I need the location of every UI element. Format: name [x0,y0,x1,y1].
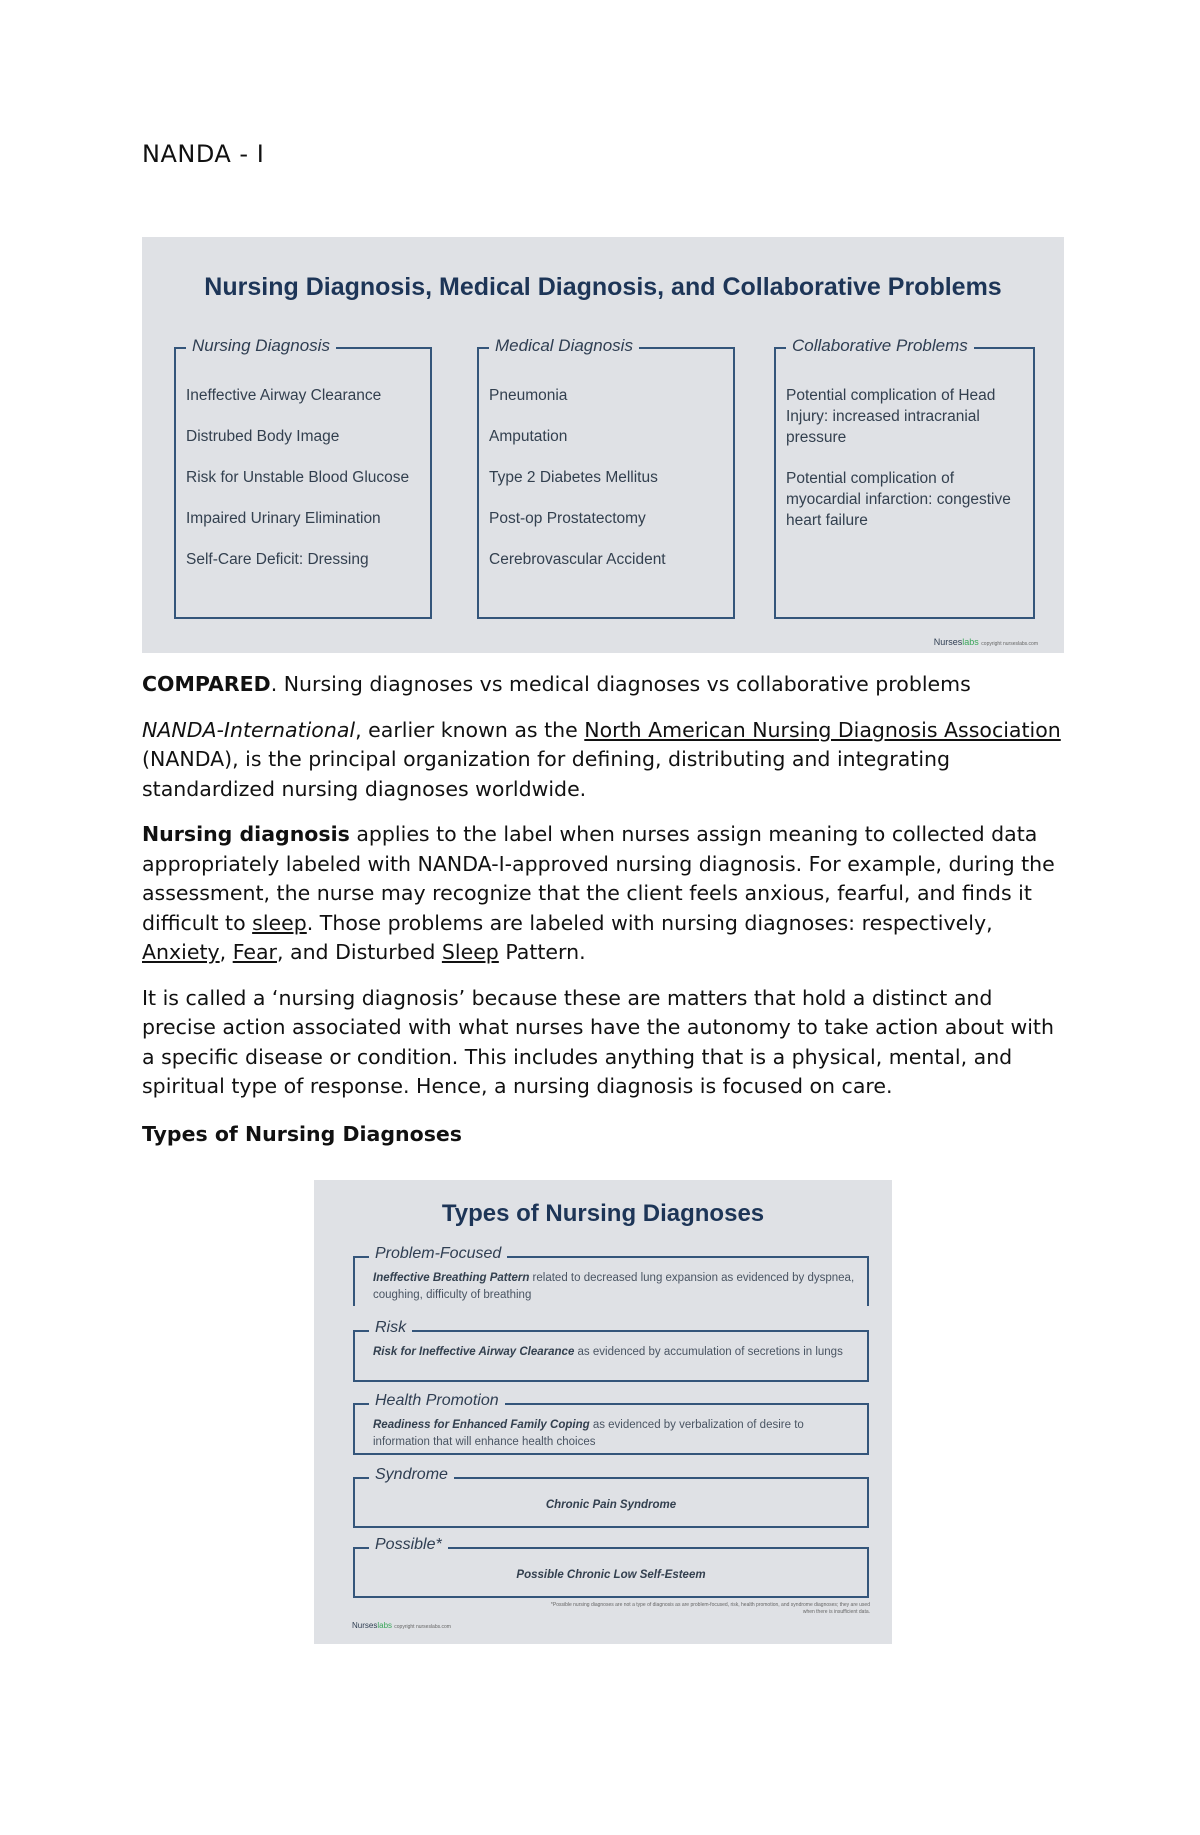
type-box-risk: Risk Risk for Ineffective Airway Clearance as evidenced by accumulation of secretions in lungs [353,1330,869,1382]
types-figure [314,1180,892,1644]
nanda-link[interactable]: North American Nursing Diagnosis Association [584,717,1061,742]
type-box-possible: Possible* Possible Chronic Low Self-Esteem [353,1547,869,1598]
list-item: Self-Care Deficit: Dressing [186,551,369,568]
section-heading: Types of Nursing Diagnoses [142,1122,463,1146]
type-box-health-promotion: Health Promotion Readiness for Enhanced Family Coping as evidenced by verbalization of desire to information that will enhance health choices [353,1403,869,1455]
list-item: Impaired Urinary Elimination [186,510,381,527]
paragraph-nanda: NANDA-International, earlier known as the North American Nursing Diagnosis Association (NANDA), is the principal organization for defining, distributing and integrating standardized nursing diagnoses worldwide. [142,717,1061,801]
sleep-link[interactable]: sleep [252,910,307,935]
list-item: Post-op Prostatectomy [489,510,646,527]
list-item: Cerebrovascular Accident [489,551,666,568]
collaborative-problems-box [774,336,1035,619]
list-item: Amputation [489,428,568,445]
nurseslabs-logo: Nurseslabs copyright nurseslabs.com [933,637,1038,647]
list-item: Risk for Unstable Blood Glucose [186,469,410,486]
anxiety-link[interactable]: Anxiety [142,940,220,964]
list-item: Pneumonia [489,387,568,404]
types-figure-title: Types of Nursing Diagnoses [441,1200,765,1227]
list-item: Potential complication of myocardial infarction: congestive heart failure [786,470,1011,529]
list-item: Ineffective Airway Clearance [186,387,382,404]
paragraph-nursing-diagnosis: Nursing diagnosis applies to the label when nurses assign meaning to collected data appropriately labeled with NANDA-I-approved nursing diagnosis. For example, during the assessment, the nurse may recognize that the client feels anxious, fearful, and finds it difficult to sleep. Those problems are labeled with nursing diagnoses: respectively, Anxiety, Fear, and Disturbed Sleep Pattern. [142,822,1055,964]
collaborative-problems-label: Collaborative Problems [786,336,974,356]
list-item: Distrubed Body Image [186,428,340,445]
types-footnote: *Possible nursing diagnoses are not a type of diagnosis as are problem-focused, risk, health promotion, and syndrome diagnoses; they are used when there is insufficient data. [550,1602,870,1615]
medical-diagnosis-box [477,336,735,619]
type-box-problem-focused: Problem-Focused Ineffective Breathing Pattern related to decreased lung expansion as evidenced by dyspnea, coughing, difficulty of breathing [353,1256,869,1306]
page-heading: NANDA - I [142,140,265,168]
nursing-diagnosis-box [174,336,432,619]
nursing-diagnosis-label: Nursing Diagnosis [186,336,336,356]
comparison-figure-title: Nursing Diagnosis, Medical Diagnosis, and Collaborative Problems [204,273,1002,301]
list-item: Type 2 Diabetes Mellitus [489,469,658,486]
sleep-pattern-link[interactable]: Sleep [441,940,499,964]
paragraph-why: It is called a ‘nursing diagnosis’ because these are matters that hold a distinct and precise action associated with what nurses have the autonomy to take action about with a specific disease or condition. This includes anything that is a physical, mental, and spiritual type of response. Hence, a nursing diagnosis is focused on care. [142,985,1054,1098]
fear-link[interactable]: Fear [232,940,277,964]
figure-caption: COMPARED. Nursing diagnoses vs medical diagnoses vs collaborative problems [142,672,971,696]
nurseslabs-logo: Nurseslabs copyright nurseslabs.com [352,1621,451,1630]
comparison-figure [142,237,1064,653]
list-item: Potential complication of Head Injury: increased intracranial pressure [786,387,996,446]
medical-diagnosis-label: Medical Diagnosis [489,336,639,356]
article-body [142,670,1062,1118]
type-box-syndrome: Syndrome Chronic Pain Syndrome [353,1477,869,1528]
